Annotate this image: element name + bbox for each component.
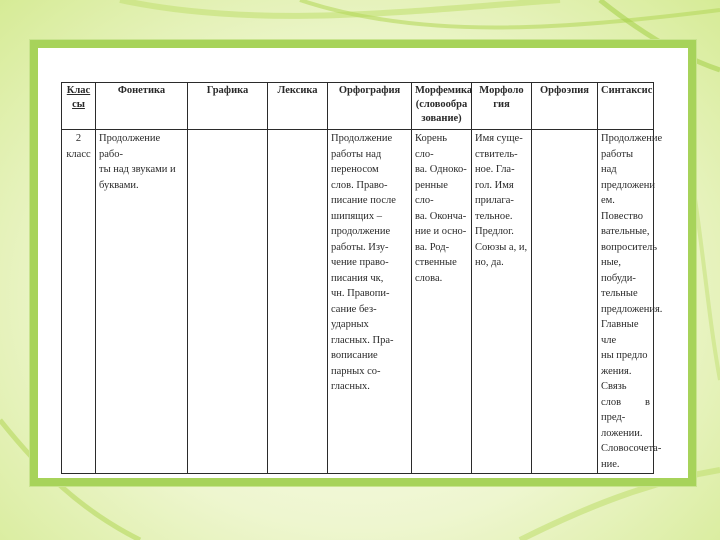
cell-orthoepy bbox=[532, 130, 598, 474]
table-header-row bbox=[62, 83, 654, 130]
cell-graphics bbox=[188, 130, 268, 474]
cell-lexicon bbox=[268, 130, 328, 474]
cell-morphology: Имя суще- ствитель- ное. Гла- гол. Имя прилага- тельное. Предлог. Союзы а, и, но, да. bbox=[472, 130, 532, 474]
header-lexicon: Лексика bbox=[268, 83, 328, 130]
header-phonetics: Фонетика bbox=[96, 83, 188, 130]
table-row bbox=[62, 130, 654, 474]
cell-morphemics: Корень сло- ва. Одноко- ренные сло- ва. Оконча- ние и осно- ва. Род- ственные слова. bbox=[412, 130, 472, 474]
header-graphics: Графика bbox=[188, 83, 268, 130]
header-orthoepy: Орфоэпия bbox=[532, 83, 598, 130]
cell-orthography: Продолжение работы над переносом слов. Право- писание после шипящих – продолжение работы. Изу- чение право- писания чк, чн. Правопи- сание без- ударных гласных. Пра- вописание парных со- гласных. bbox=[328, 130, 412, 474]
header-syntax: Синтаксис bbox=[598, 83, 654, 130]
curriculum-table bbox=[61, 82, 663, 474]
cell-grade: 2 класс bbox=[62, 130, 96, 474]
cell-phonetics: Продолжение рабо- ты над звуками и буквами. bbox=[96, 130, 188, 474]
header-class: Клас сы bbox=[62, 83, 96, 130]
header-morphology: Морфоло гия bbox=[472, 83, 532, 130]
header-orthography: Орфография bbox=[328, 83, 412, 130]
cell-syntax: Продолжение работы над предложени ем. Повество вательные, вопроситель ные, побуди- тельные предложения. Главные чле ны предло жения. Связь слов в пред- ложении. Словосочета- ние. bbox=[598, 130, 654, 474]
header-morphemics: Морфемика (словообра зование) bbox=[412, 83, 472, 130]
